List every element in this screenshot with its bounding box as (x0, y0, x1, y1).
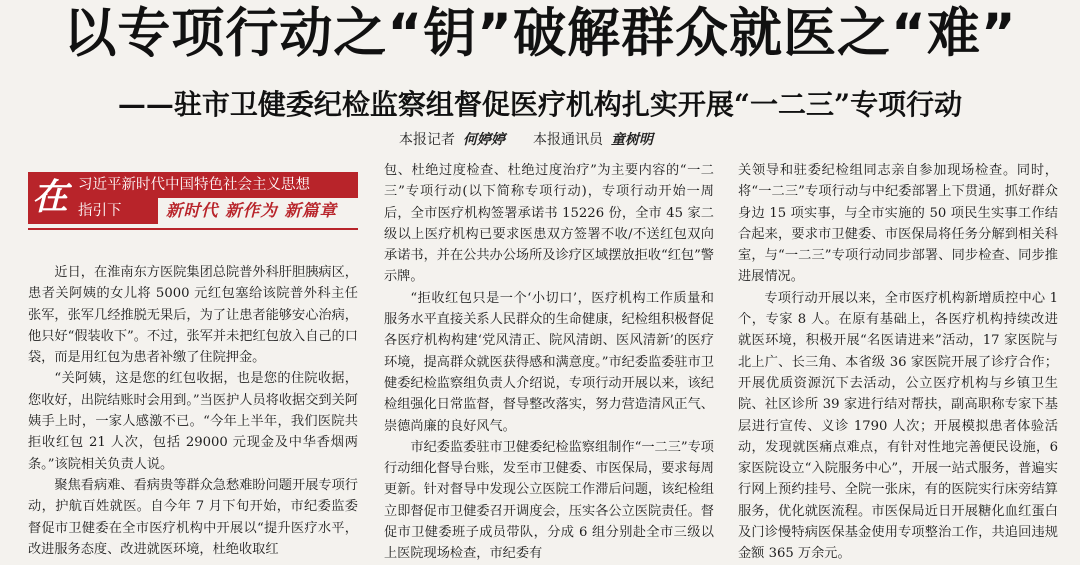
paragraph: 关领导和驻委纪检组同志亲自参加现场检查。同时，将“一二三”专项行动与中纪委部署上下贯通，抓好群众身边 15 项实事，与全市实施的 50 项民生实事工作结合起来，要求市卫健委、市医保局将任务分解到相关科室，与“一二三”专项行动同步部署、同步检查、同步推进展情况。 (738, 163, 1058, 285)
paragraph: 聚焦看病难、看病贵等群众急愁难盼问题开展专项行动，护航百姓就医。自今年 7 月下旬开始，市纪委监委督促市卫健委在全市医疗机构中开展以“提升医疗水平，改进服务态度、改进就医环境，杜绝收取红 (28, 477, 358, 557)
banner-rule (28, 228, 358, 230)
article-column-1 (28, 262, 358, 560)
subheadline: ——驻市卫健委纪检监察组督促医疗机构扎实开展“一二三”专项行动 (117, 88, 963, 121)
banner-slogan: 新时代 新作为 新篇章 (166, 201, 337, 220)
article-column-3 (738, 160, 1058, 565)
column-banner (28, 168, 358, 250)
paragraph: 市纪委监委驻市卫健委纪检监察组制作“一二三”专项行动细化督导台账，发至市卫健委、市医保局，要求每周更新。针对督导中发现公立医院工作滞后问题，该纪检组立即督促市卫健委召开调度会，压实各公立医院责任。督促市卫健委班子成员带队，分成 6 组分别赴全市三级以上医院现场检查，市纪委有 (384, 439, 714, 562)
banner-line1: 习近平新时代中国特色社会主义思想 (72, 172, 358, 198)
article-column-2 (384, 160, 714, 565)
reporter-label: 本报记者 (399, 132, 455, 148)
paragraph: 专项行动开展以来，全市医疗机构新增质控中心 1 个，专家 8 人。在原有基础上，各医疗机构持续改进就医环境，积极开展“名医请进来”活动，17 家医院与北上广、长三角、本省级 36 家医院开展了诊疗合作；开展优质资源沉下去活动，公立医疗机构与乡镇卫生院、社区诊所 39 家进行结对帮扶，副高职称专家下基层进行宣传、义诊 1790 人次；开展模拟患者体验活动，发现就医痛点难点，有针对性地完善便民设施，6 家医院设立“入院服务中心”，开展一站式服务，普遍实行网上预约挂号、全院一张床，有的医院实行床旁结算服务，优化就医流程。市医保局近日开展糖化血红蛋白及门诊慢特病医保基金使用专项整治工作，共追回违规金额 365 万余元。 (738, 290, 1058, 562)
reporter-name: 何婷婷 (463, 132, 505, 148)
banner-big-char: 在 (28, 172, 72, 224)
correspondent-label: 本报通讯员 (533, 132, 603, 148)
banner-line2: 指引下 (72, 198, 158, 224)
paragraph: 近日，在淮南东方医院集团总院普外科肝胆胰病区，患者关阿姨的女儿将 5000 元红包塞给该院普外科主任张军，张军几经推脱无果后，为了让患者能够安心治病，他只好“假装收下”。不过，张军并未把红包放入自己的口袋，而是用红包为患者补缴了住院押金。 (28, 265, 358, 366)
headline: 以专项行动之“钥”破解群众就医之“难” (63, 3, 1017, 64)
paragraph: 包、杜绝过度检查、杜绝过度治疗”为主要内容的“一二三”专项行动(以下简称专项行动)，专项行动开始一周后，全市医疗机构签署承诺书 15226 份，全市 45 家二级以上医疗机构已要求医患双方签署不收/不送红包双向承诺书，并在公共办公场所及诊疗区域摆放拒收“红包”警示牌。 (384, 163, 714, 285)
paragraph: “拒收红包只是一个‘小切口’，医疗机构工作质量和服务水平直接关系人民群众的生命健康，纪检组积极督促各医疗机构构建‘党风清正、院风清朗、医风清新’的医疗环境，提高群众就医获得感和满意度。”市纪委监委驻市卫健委纪检监察组负责人介绍说，专项行动开展以来，该纪检组强化日常监督，督导整改落实，努力营造清风正气、崇德尚廉的良好风气。 (384, 290, 714, 434)
paragraph: “关阿姨，这是您的红包收据，也是您的住院收据，您收好，出院结账时会用到。”当医护人员将收据交到关阿姨手上时，一家人感激不已。“今年上半年，我们医院共拒收红包 21 人次，包括 29000 元现金及中华香烟两条。”该院相关负责人说。 (28, 371, 358, 472)
correspondent-name: 童树明 (611, 132, 653, 148)
byline (0, 130, 1080, 150)
